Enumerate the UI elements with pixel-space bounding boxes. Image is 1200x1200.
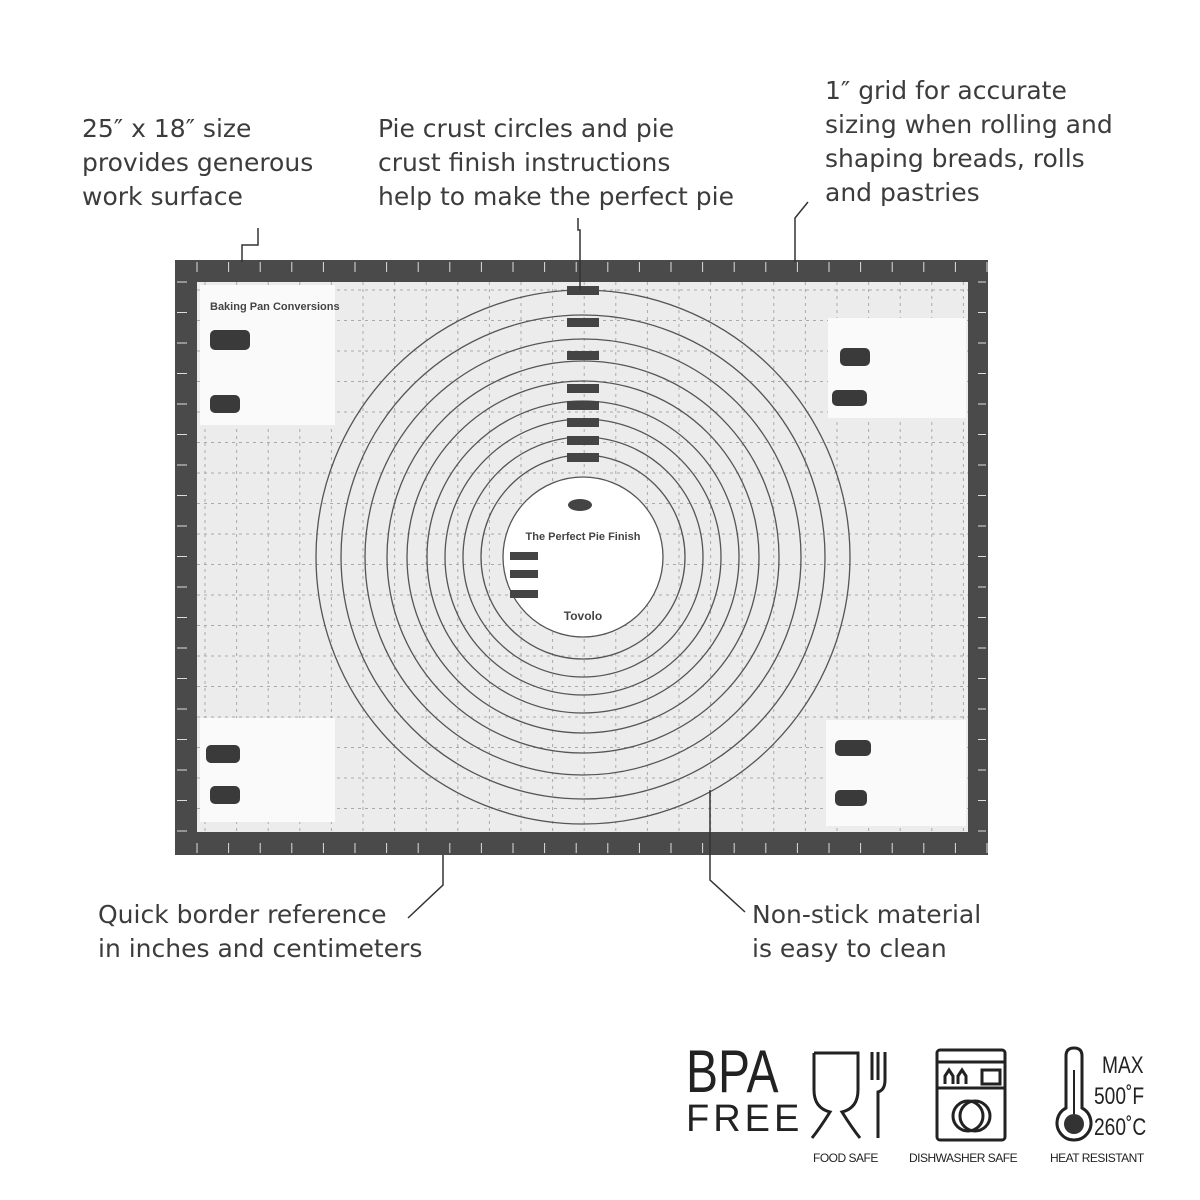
pan-conversion-panel bbox=[200, 718, 335, 822]
pan-conversion-panel bbox=[826, 720, 966, 826]
pie-icon bbox=[568, 499, 592, 511]
circle-size-label bbox=[567, 318, 599, 327]
baking-pan-icon bbox=[835, 740, 871, 756]
circle-size-label bbox=[567, 401, 599, 410]
temp-celsius: 260˚C bbox=[1094, 1114, 1147, 1141]
baking-pan-icon bbox=[210, 330, 250, 350]
callout-size: 25″ x 18″ size provides generous work surface bbox=[82, 114, 314, 211]
heat-resistant-label: HEAT RESISTANT bbox=[1050, 1151, 1144, 1165]
heat-limits bbox=[1094, 1050, 1174, 1143]
circle-size-label bbox=[567, 418, 599, 427]
baking-pan-icon bbox=[840, 348, 870, 366]
bpa-free-badge bbox=[686, 1038, 804, 1141]
corner-title: Baking Pan Conversions bbox=[210, 301, 340, 313]
baking-pan-icon bbox=[210, 395, 240, 413]
baking-pan-icon bbox=[206, 745, 240, 763]
callout-grid: 1″ grid for accurate sizing when rolling and shaping breads, rolls and pastries bbox=[825, 76, 1113, 207]
circle-size-label bbox=[567, 436, 599, 445]
dishwasher-safe-label: DISHWASHER SAFE bbox=[909, 1151, 1018, 1165]
food-safe-label: FOOD SAFE bbox=[813, 1151, 878, 1165]
leader-line bbox=[242, 228, 258, 262]
step-label bbox=[510, 552, 538, 560]
baking-pan-icon bbox=[835, 790, 867, 806]
callout-pie-circles: Pie crust circles and pie crust finish instructions help to make the perfect pie bbox=[378, 114, 734, 211]
free-text: FREE bbox=[686, 1098, 804, 1140]
temp-fahrenheit: 500˚F bbox=[1094, 1083, 1145, 1110]
circle-size-label bbox=[567, 286, 599, 295]
step-label bbox=[510, 570, 538, 578]
callout-border-reference: Quick border reference in inches and centimeters bbox=[98, 900, 423, 963]
leader-line bbox=[795, 202, 808, 262]
circle-size-label bbox=[567, 453, 599, 462]
callout-non-stick: Non-stick material is easy to clean bbox=[752, 900, 982, 963]
bpa-text: BPA bbox=[686, 1038, 779, 1105]
step-label bbox=[510, 590, 538, 598]
center-title: The Perfect Pie Finish bbox=[525, 531, 641, 543]
brand-logo: Tovolo bbox=[563, 609, 603, 623]
circle-size-label bbox=[567, 351, 599, 360]
baking-pan-icon bbox=[210, 786, 240, 804]
circle-size-label bbox=[567, 384, 599, 393]
max-label: MAX bbox=[1102, 1052, 1144, 1079]
baking-pan-icon bbox=[832, 390, 867, 406]
